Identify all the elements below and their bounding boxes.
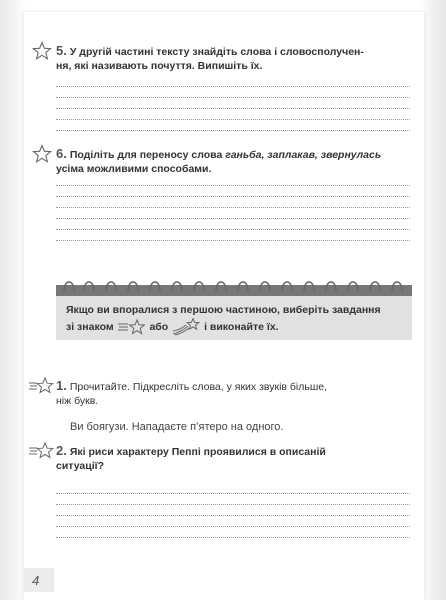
speed-star-icon — [28, 441, 54, 461]
star-outline-icon — [32, 41, 52, 61]
notebook-text — [66, 303, 406, 336]
notebook-line2-start: зі знаком — [66, 320, 114, 333]
task-number: 1. — [56, 378, 67, 393]
star-outline-icon — [32, 144, 52, 164]
task-text-line2: ня, які називають почуття. Випишіть їх. — [56, 60, 263, 72]
task-number: 5. — [56, 43, 67, 58]
task-text-line1: Прочитайте. Підкресліть слова, у яких звуків більше, — [69, 381, 328, 393]
task-part2-1 — [56, 379, 412, 408]
task-text-line1: Які риси характеру Пеппі проявилися в описаній — [69, 446, 326, 458]
shooting-star-icon — [171, 318, 201, 336]
notebook-line2-end: і виконайте їх. — [204, 320, 279, 333]
task-5 — [56, 44, 412, 73]
speed-star-icon — [28, 376, 54, 396]
page-number-box — [24, 568, 54, 592]
speed-star-icon — [117, 319, 147, 335]
task-part2-2 — [56, 444, 412, 473]
task-text-prefix: Поділіть для переносу слова — [69, 149, 226, 161]
task-text-line1: У другій частині тексту знайдіть слова і словосполучен- — [69, 46, 364, 58]
task-6 — [56, 147, 412, 176]
page-number: 4 — [32, 573, 40, 588]
task-number: 2. — [56, 443, 67, 458]
task-words: ганьба, заплакав, звернулась — [225, 149, 382, 161]
task-number: 6. — [56, 146, 67, 161]
example-sentence: Ви боягузи. Нападаєте п’ятеро на одного. — [70, 421, 284, 433]
instruction-notebook — [56, 285, 412, 340]
notebook-line1: Якщо ви впоралися з першою частиною, виберіть завдання — [66, 304, 381, 316]
task-text-line2: ситуації? — [56, 460, 104, 472]
task-text-line2: ніж букв. — [56, 395, 99, 407]
notebook-line2-mid: або — [149, 320, 169, 333]
spiral-rings-icon — [56, 273, 412, 297]
task-text-line2: усіма можливими способами. — [56, 163, 212, 175]
